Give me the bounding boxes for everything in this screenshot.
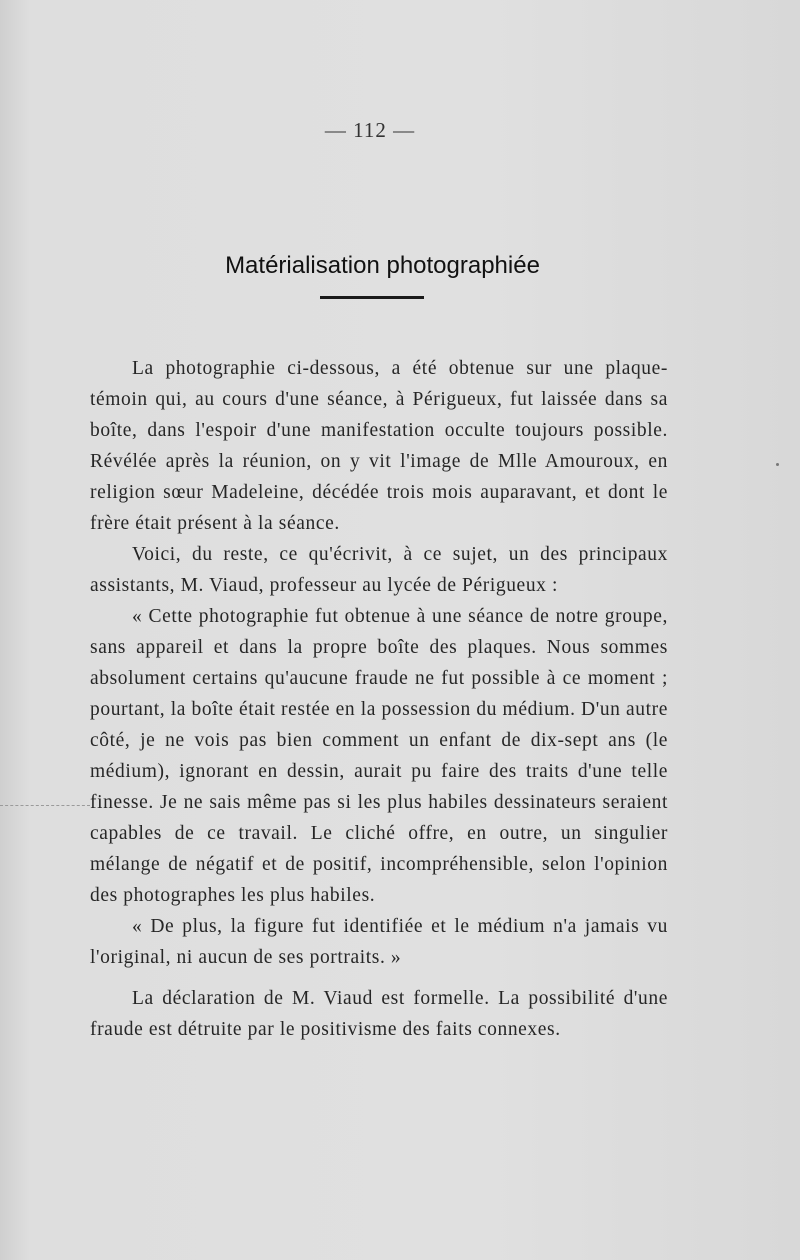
stray-ink-mark (776, 463, 779, 466)
body-text (90, 353, 668, 1045)
page-title: Matérialisation photographiée (225, 252, 540, 279)
paragraph-5: La déclaration de M. Viaud est formelle. La possibilité d'une fraude est détruite par le positivisme des faits connexes. (90, 988, 668, 1040)
title-underline (320, 296, 424, 299)
page-number: — 112 — (324, 118, 416, 142)
paragraph-4: « De plus, la figure fut identifiée et le médium n'a jamais vu l'original, ni aucun de ses portraits. » (90, 916, 668, 968)
paragraph-2: Voici, du reste, ce qu'écrivit, à ce sujet, un des principaux assistants, M. Viaud, professeur au lycée de Périgueux : (90, 544, 668, 596)
margin-dash-mark (0, 805, 90, 806)
paragraph-3: « Cette photographie fut obtenue à une séance de notre groupe, sans appareil et dans la propre boîte des plaques. Nous sommes absolument certains qu'aucune fraude ne fut possible à ce moment ; pourtant, la boîte était restée en la possession du médium. D'un autre côté, je ne vois pas bien comment un enfant de dix-sept ans (le médium), ignorant en dessin, aurait pu faire des traits d'une telle finesse. Je ne sais même pas si les plus habiles dessinateurs seraient capables de ce travail. Le cliché offre, en outre, un singulier mélange de négatif et de positif, incompréhensible, selon l'opinion des photographes les plus habiles. (90, 606, 668, 906)
paragraph-1: La photographie ci-dessous, a été obtenue sur une plaque-témoin qui, au cours d'une séance, à Périgueux, fut laissée dans sa boîte, dans l'espoir d'une manifestation occulte toujours possible. Révélée après la réunion, on y vit l'image de Mlle Amouroux, en religion sœur Madeleine, décédée trois mois auparavant, et dont le frère était présent à la séance. (90, 358, 668, 534)
